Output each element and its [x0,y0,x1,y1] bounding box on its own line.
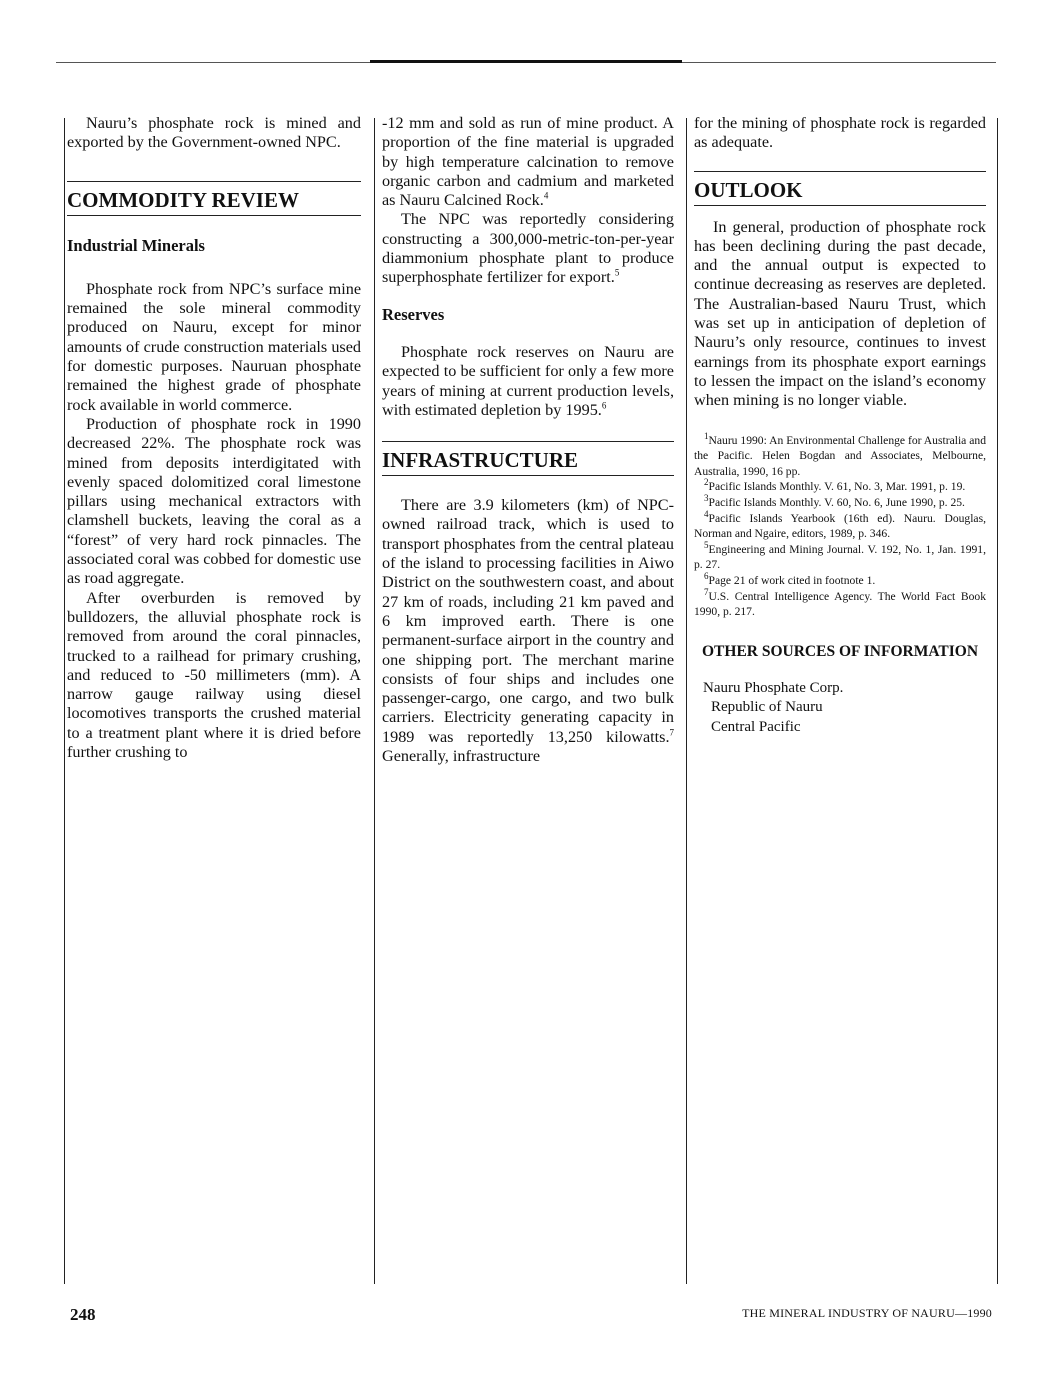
body-paragraph [382,496,674,766]
address-line: Central Pacific [711,718,801,735]
reserves-heading: Reserves [382,304,445,324]
outlook-heading: OUTLOOK [694,171,986,206]
footnote-number: 3 [704,493,709,504]
footnote-ref: 6 [601,400,607,411]
industrial-minerals-heading: Industrial Minerals [67,235,205,255]
footnote-text: Page 21 of work cited in footnote 1. [708,573,876,587]
column-rule-middle-right [686,118,687,1284]
commodity-review-heading: COMMODITY REVIEW [67,181,361,216]
infrastructure-heading: INFRASTRUCTURE [382,441,674,476]
footnote [694,539,986,573]
column-3 [694,114,986,737]
footnote [694,586,986,620]
footnote [694,508,986,542]
column-rule-left [64,118,65,1284]
body-paragraph: for the mining of phosphate rock is regarded as adequate. [694,114,986,152]
column-2 [382,114,674,766]
column-1 [67,114,361,762]
footnote-number: 2 [704,477,709,488]
footnote [694,573,986,589]
address-line: Nauru Phosphate Corp. [703,679,844,696]
top-rule-accent [370,60,682,63]
body-paragraph [382,210,674,287]
body-text: -12 mm and sold as run of mine product. A proportion of the fine material is upgraded by high temperature calcination to remove organic carbon and cadmium and marketed as Nauru Calcined Rock. [382,114,674,210]
body-paragraph: Production of phosphate rock in 1990 decreased 22%. The phosphate rock was mined from deposits interdigitated with evenly spaced dolomitized coral limestone pillars using mechanical extractors with clamshell buckets, leaving the coral as a “forest” of very hard rock pinnacles. The associated coral was cobbed for domestic use as road aggregate. [67,414,361,588]
footnote-text: Nauru 1990: An Environmental Challenge for Australia and the Pacific. Helen Bogdan and Associates, Melbourne, Australia, 1990, 16 pp. [694,433,986,478]
footnote-ref: 5 [614,267,620,278]
footnote-text: U.S. Central Intelligence Agency. The World Fact Book 1990, p. 217. [694,589,986,619]
running-title: THE MINERAL INDUSTRY OF NAURU—1990 [742,1306,992,1320]
address-line: Republic of Nauru [711,699,823,716]
footnote [694,479,986,495]
footnote [694,430,986,480]
footnote-text: Pacific Islands Yearbook (16th ed). Nauru. Douglas, Norman and Ngaire, editors, 1989, p. 346. [694,511,986,541]
body-text: There are 3.9 kilometers (km) of NPC-owned railroad track, which is used to transport phosphates from the central plateau of the island to processing facilities in Aiwo District on the southwestern coast, and about 27 km of roads, including 21 km paved and 6 km improved earth. There is one permanent-surface airport in the country and one shipping port. The merchant marine consists of four ships and includes one passenger-cargo, one cargo, and two bulk carriers. Electricity generating capacity in 1989 was reportedly 13,250 kilowatts. [382,496,674,746]
column-rule-middle-left [374,118,375,1284]
other-sources-heading: OTHER SOURCES OF INFORMATION [702,642,979,660]
footnotes [694,430,986,620]
footnote [694,495,986,511]
body-paragraph [382,114,674,210]
body-paragraph: After overburden is removed by bulldozers, the alluvial phosphate rock is removed from around the coral pinnacles, trucked to a railhead for primary crushing, and reduced to -50 millimeters (mm). A narrow gauge railway using diesel locomotives transports the crushed material to a treatment plant where it is dried before further crushing to [67,588,361,762]
body-paragraph [382,343,674,420]
footnote-number: 5 [704,539,709,550]
footnote-ref: 4 [543,190,549,201]
column-rule-right [997,118,998,1284]
footnote-number: 6 [704,571,709,582]
page-number: 248 [70,1305,96,1324]
body-text: Generally, infrastructure [382,747,541,766]
footnote-number: 1 [704,430,709,441]
address-block [694,679,986,738]
footnote-text: Pacific Islands Monthly. V. 60, No. 6, June 1990, p. 25. [708,495,965,509]
footnote-text: Engineering and Mining Journal. V. 192, No. 1, Jan. 1991, p. 27. [694,542,986,572]
intro-paragraph: Nauru’s phosphate rock is mined and exported by the Government-owned NPC. [67,114,361,152]
footnote-number: 4 [704,508,709,519]
body-paragraph: Phosphate rock from NPC’s surface mine remained the sole mineral commodity produced on Nauru, except for minor amounts of crude construction materials used for domestic purposes. Nauruan phosphate remained the highest grade of phosphate rock available in world commerce. [67,279,361,414]
body-text: The NPC was reportedly considering constructing a 300,000-metric-ton-per-year diammonium phosphate plant to produce superphosphate fertilizer for export. [382,210,674,287]
body-paragraph: In general, production of phosphate rock has been declining during the past decade, and the annual output is expected to continue decreasing as reserves are depleted. The Australian-based Nauru Trust, which was set up in anticipation of depletion of Nauru’s only resource, continues to invest earnings from its phosphate export earnings to lessen the impact on the island’s economy when mining is no longer viable. [694,217,986,410]
body-text: Phosphate rock reserves on Nauru are expected to be sufficient for only a few more years of mining at current production levels, with estimated depletion by 1995. [382,342,674,419]
footnote-number: 7 [704,586,709,597]
footnote-ref: 7 [669,727,674,738]
footnote-text: Pacific Islands Monthly. V. 61, No. 3, Mar. 1991, p. 19. [708,480,966,494]
